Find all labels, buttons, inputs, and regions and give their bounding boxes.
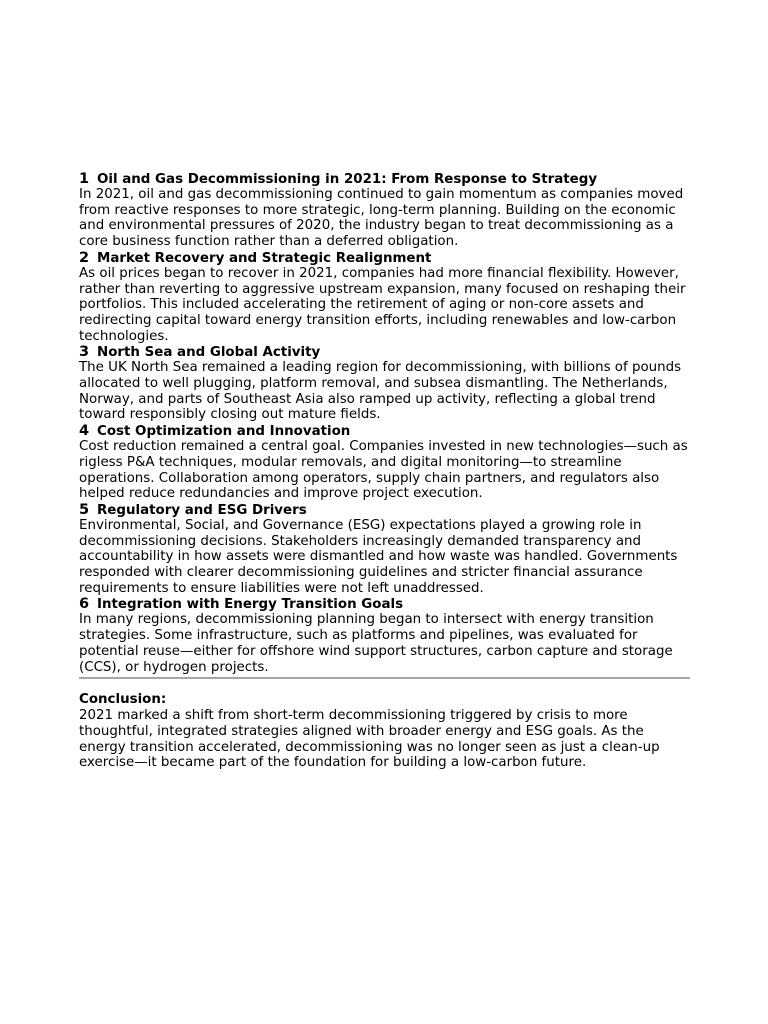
section-1 xyxy=(79,171,690,250)
section-heading xyxy=(79,596,690,612)
section-body: In 2021, oil and gas decommissioning continued to gain momentum as companies moved from reactive responses to more strategic, long-term planning. Building on the economic and environmental pressures of 2020, the industry began to treat decommissioning as a core business function rather than a deferred obligation. xyxy=(79,187,684,250)
conclusion-body: 2021 marked a shift from short-term decommissioning triggered by crisis to more thoughtful, integrated strategies aligned with broader energy and ESG goals. As the energy transition accelerated, decommissioning was no longer seen as just a clean-up exercise—it became part of the foundation for building a low-carbon future. xyxy=(79,708,660,771)
conclusion-section xyxy=(79,692,690,771)
section-number: 1 xyxy=(79,171,90,187)
section-5 xyxy=(79,502,690,597)
section-title: North Sea and Global Activity xyxy=(97,345,321,361)
section-title: Integration with Energy Transition Goals xyxy=(97,597,404,613)
section-body: Environmental, Social, and Governance (ESG) expectations played a growing role in decommissioning decisions. Stakeholders increasingly demanded transparency and accountability in how assets were dismantled and how waste was handled. Governments responded with clearer decommissioning guidelines and stricter financial assurance requirements to ensure liabilities were not left unaddressed. xyxy=(79,517,678,596)
section-4 xyxy=(79,423,690,502)
section-number: 2 xyxy=(79,249,90,266)
section-title: Regulatory and ESG Drivers xyxy=(97,502,307,518)
section-2 xyxy=(79,250,690,345)
section-number: 3 xyxy=(79,344,90,361)
section-number: 4 xyxy=(79,423,90,440)
section-title: Oil and Gas Decommissioning in 2021: From Response to Strategy xyxy=(97,172,598,187)
section-number: 6 xyxy=(79,596,90,613)
section-body: As oil prices began to recover in 2021, companies had more financial flexibility. However, rather than reverting to aggressive upstream expansion, many focused on reshaping their portfolios. This included accelerating the retirement of aging or non-core assets and redirecting capital toward energy transition efforts, including renewables and low-carbon technologies. xyxy=(79,265,686,344)
section-title: Market Recovery and Strategic Realignment xyxy=(97,250,432,266)
section-body: Cost reduction remained a central goal. Companies invested in new technologies—such as rigless P&A techniques, modular removals, and digital monitoring—to streamline operations. Collaboration among operators, supply chain partners, and regulators also helped reduce redundancies and improve project execution. xyxy=(79,439,688,502)
section-heading xyxy=(79,423,690,439)
conclusion-heading: Conclusion: xyxy=(79,692,167,708)
section-heading xyxy=(79,344,690,360)
section-3 xyxy=(79,344,690,423)
section-heading xyxy=(79,502,690,518)
section-body: In many regions, decommissioning planning began to intersect with energy transition strategies. Some infrastructure, such as platforms and pipelines, was evaluated for potential reuse—either for offshore wind support structures, carbon capture and storage (CCS), or hydrogen projects. xyxy=(79,612,673,675)
section-title: Cost Optimization and Innovation xyxy=(97,424,351,440)
section-number: 5 xyxy=(79,501,90,518)
section-6 xyxy=(79,596,690,675)
section-heading xyxy=(79,171,690,187)
section-heading xyxy=(79,250,690,266)
section-body: The UK North Sea remained a leading region for decommissioning, with billions of pounds allocated to well plugging, platform removal, and subsea dismantling. The Netherlands, Norway, and parts of Southeast Asia also ramped up activity, reflecting a global trend toward responsibly closing out mature fields. xyxy=(79,360,682,423)
document-page xyxy=(79,171,690,771)
horizontal-divider xyxy=(79,677,690,679)
